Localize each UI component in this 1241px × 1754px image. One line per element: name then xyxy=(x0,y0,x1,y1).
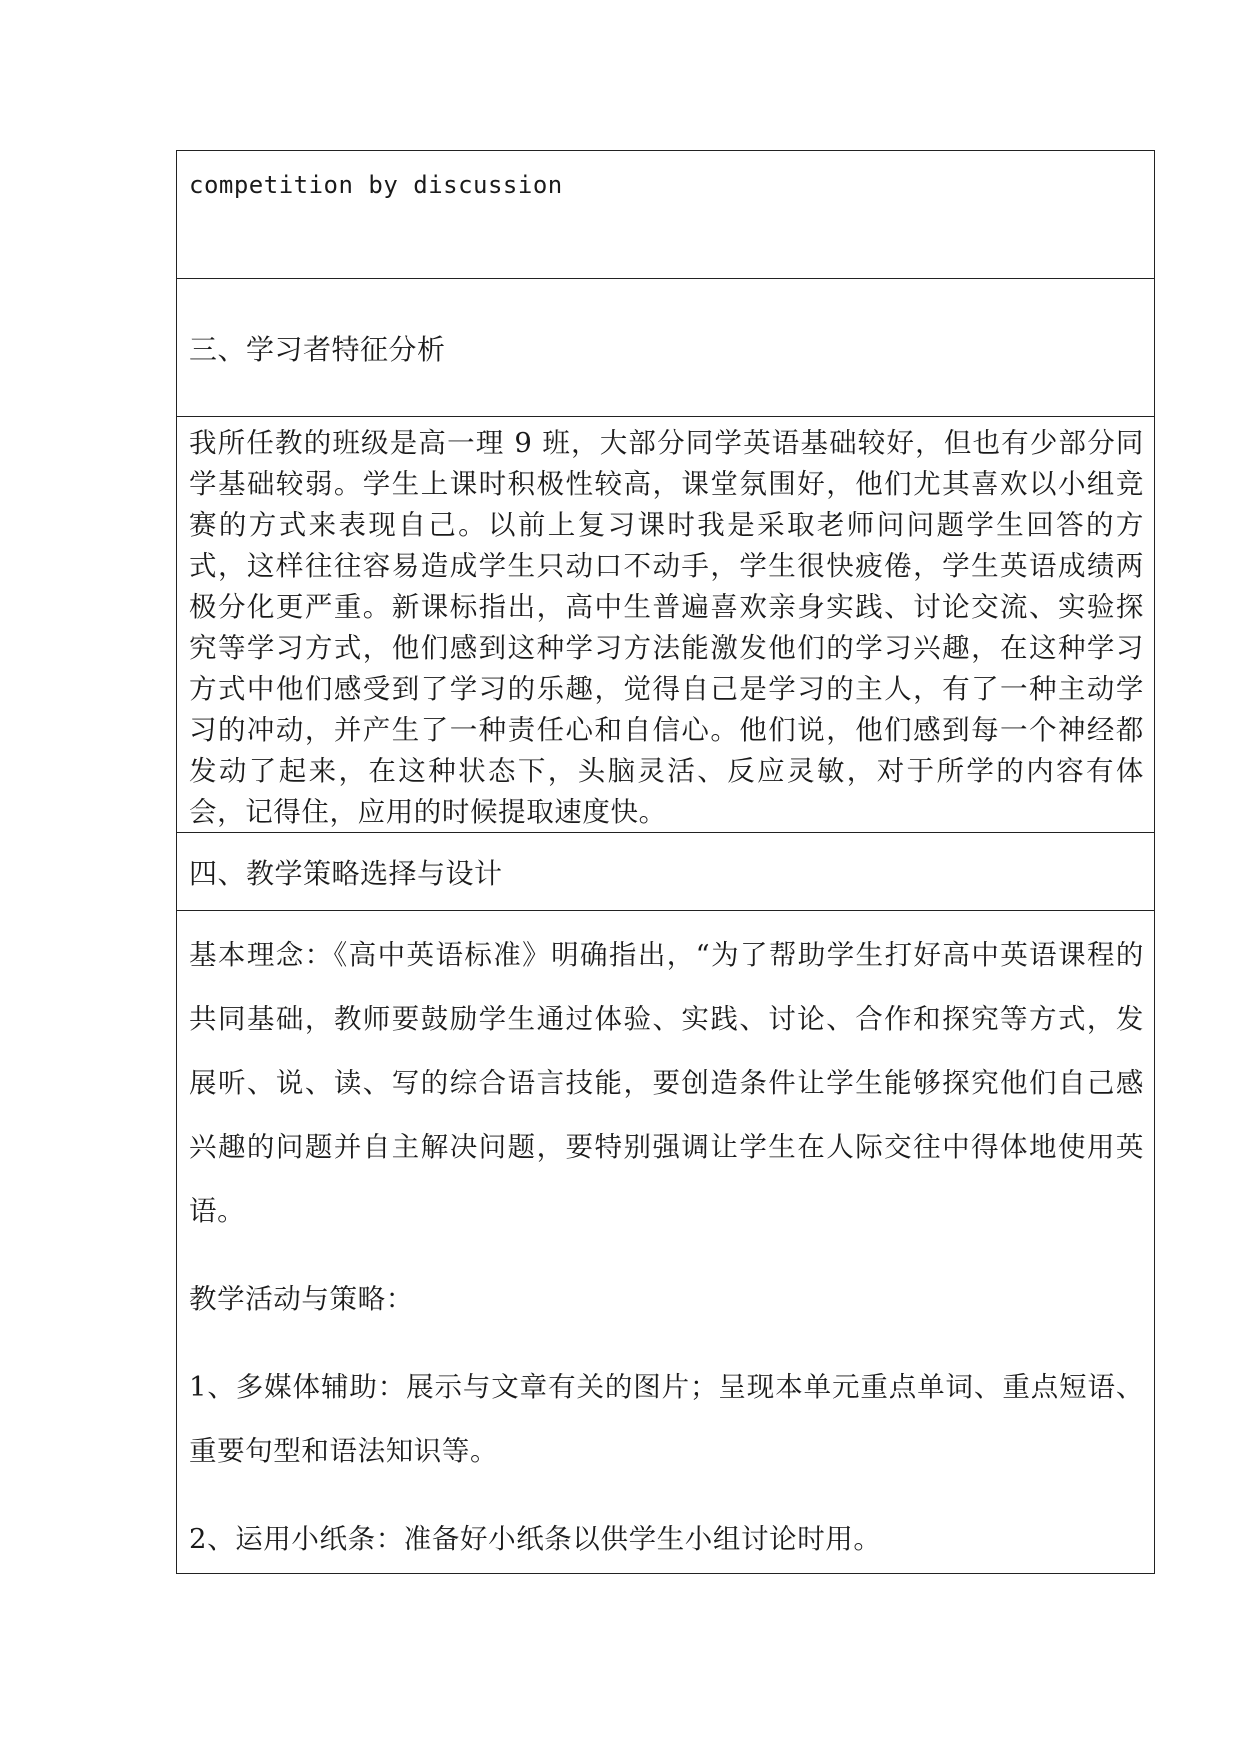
table-row-section3-heading xyxy=(177,278,1154,416)
learner-analysis-paragraph: 我所任教的班级是高一理 9 班，大部分同学英语基础较好，但也有少部分同学基础较弱。学生上课时积极性较高，课堂氛围好，他们尤其喜欢以小组竞赛的方式来表现自己。以前上复习课时我是采取老师问问题学生回答的方式，这样往往容易造成学生只动口不动手，学生很快疲倦，学生英语成绩两极分化更严重。新课标指出，高中生普遍喜欢亲身实践、讨论交流、实验探究等学习方式，他们感到这种学习方法能激发他们的学习兴趣，在这种学习方式中他们感受到了学习的乐趣，觉得自己是学习的主人，有了一种主动学习的冲动，并产生了一种责任心和自信心。他们说，他们感到每一个神经都发动了起来，在这种状态下，头脑灵活、反应灵敏，对于所学的内容有体会，记得住，应用的时候提取速度快。 xyxy=(189,427,1144,828)
document-table xyxy=(176,150,1155,1574)
activities-label: 教学活动与策略： xyxy=(189,1283,414,1315)
competition-text: competition by discussion xyxy=(189,171,563,199)
strategy-item-1: 1、多媒体辅助：展示与文章有关的图片；呈现本单元重点单词、重点短语、重要句型和语法知识等。 xyxy=(189,1371,1144,1467)
section3-heading: 三、学习者特征分析 xyxy=(189,332,446,366)
table-row-strategy xyxy=(177,910,1154,1573)
table-row-competition xyxy=(177,151,1154,278)
basic-concept-paragraph: 基本理念：《高中英语标准》明确指出，“为了帮助学生打好高中英语课程的共同基础，教师要鼓励学生通过体验、实践、讨论、合作和探究等方式，发展听、说、读、写的综合语言技能，要创造条件让学生能够探究他们自己感兴趣的问题并自主解决问题，要特别强调让学生在人际交往中得体地使用英语。 xyxy=(189,939,1144,1227)
table-row-learner-analysis xyxy=(177,416,1154,832)
section4-heading: 四、教学策略选择与设计 xyxy=(189,856,503,890)
strategy-item-2: 2、运用小纸条：准备好小纸条以供学生小组讨论时用。 xyxy=(189,1523,882,1555)
table-row-section4-heading xyxy=(177,832,1154,910)
